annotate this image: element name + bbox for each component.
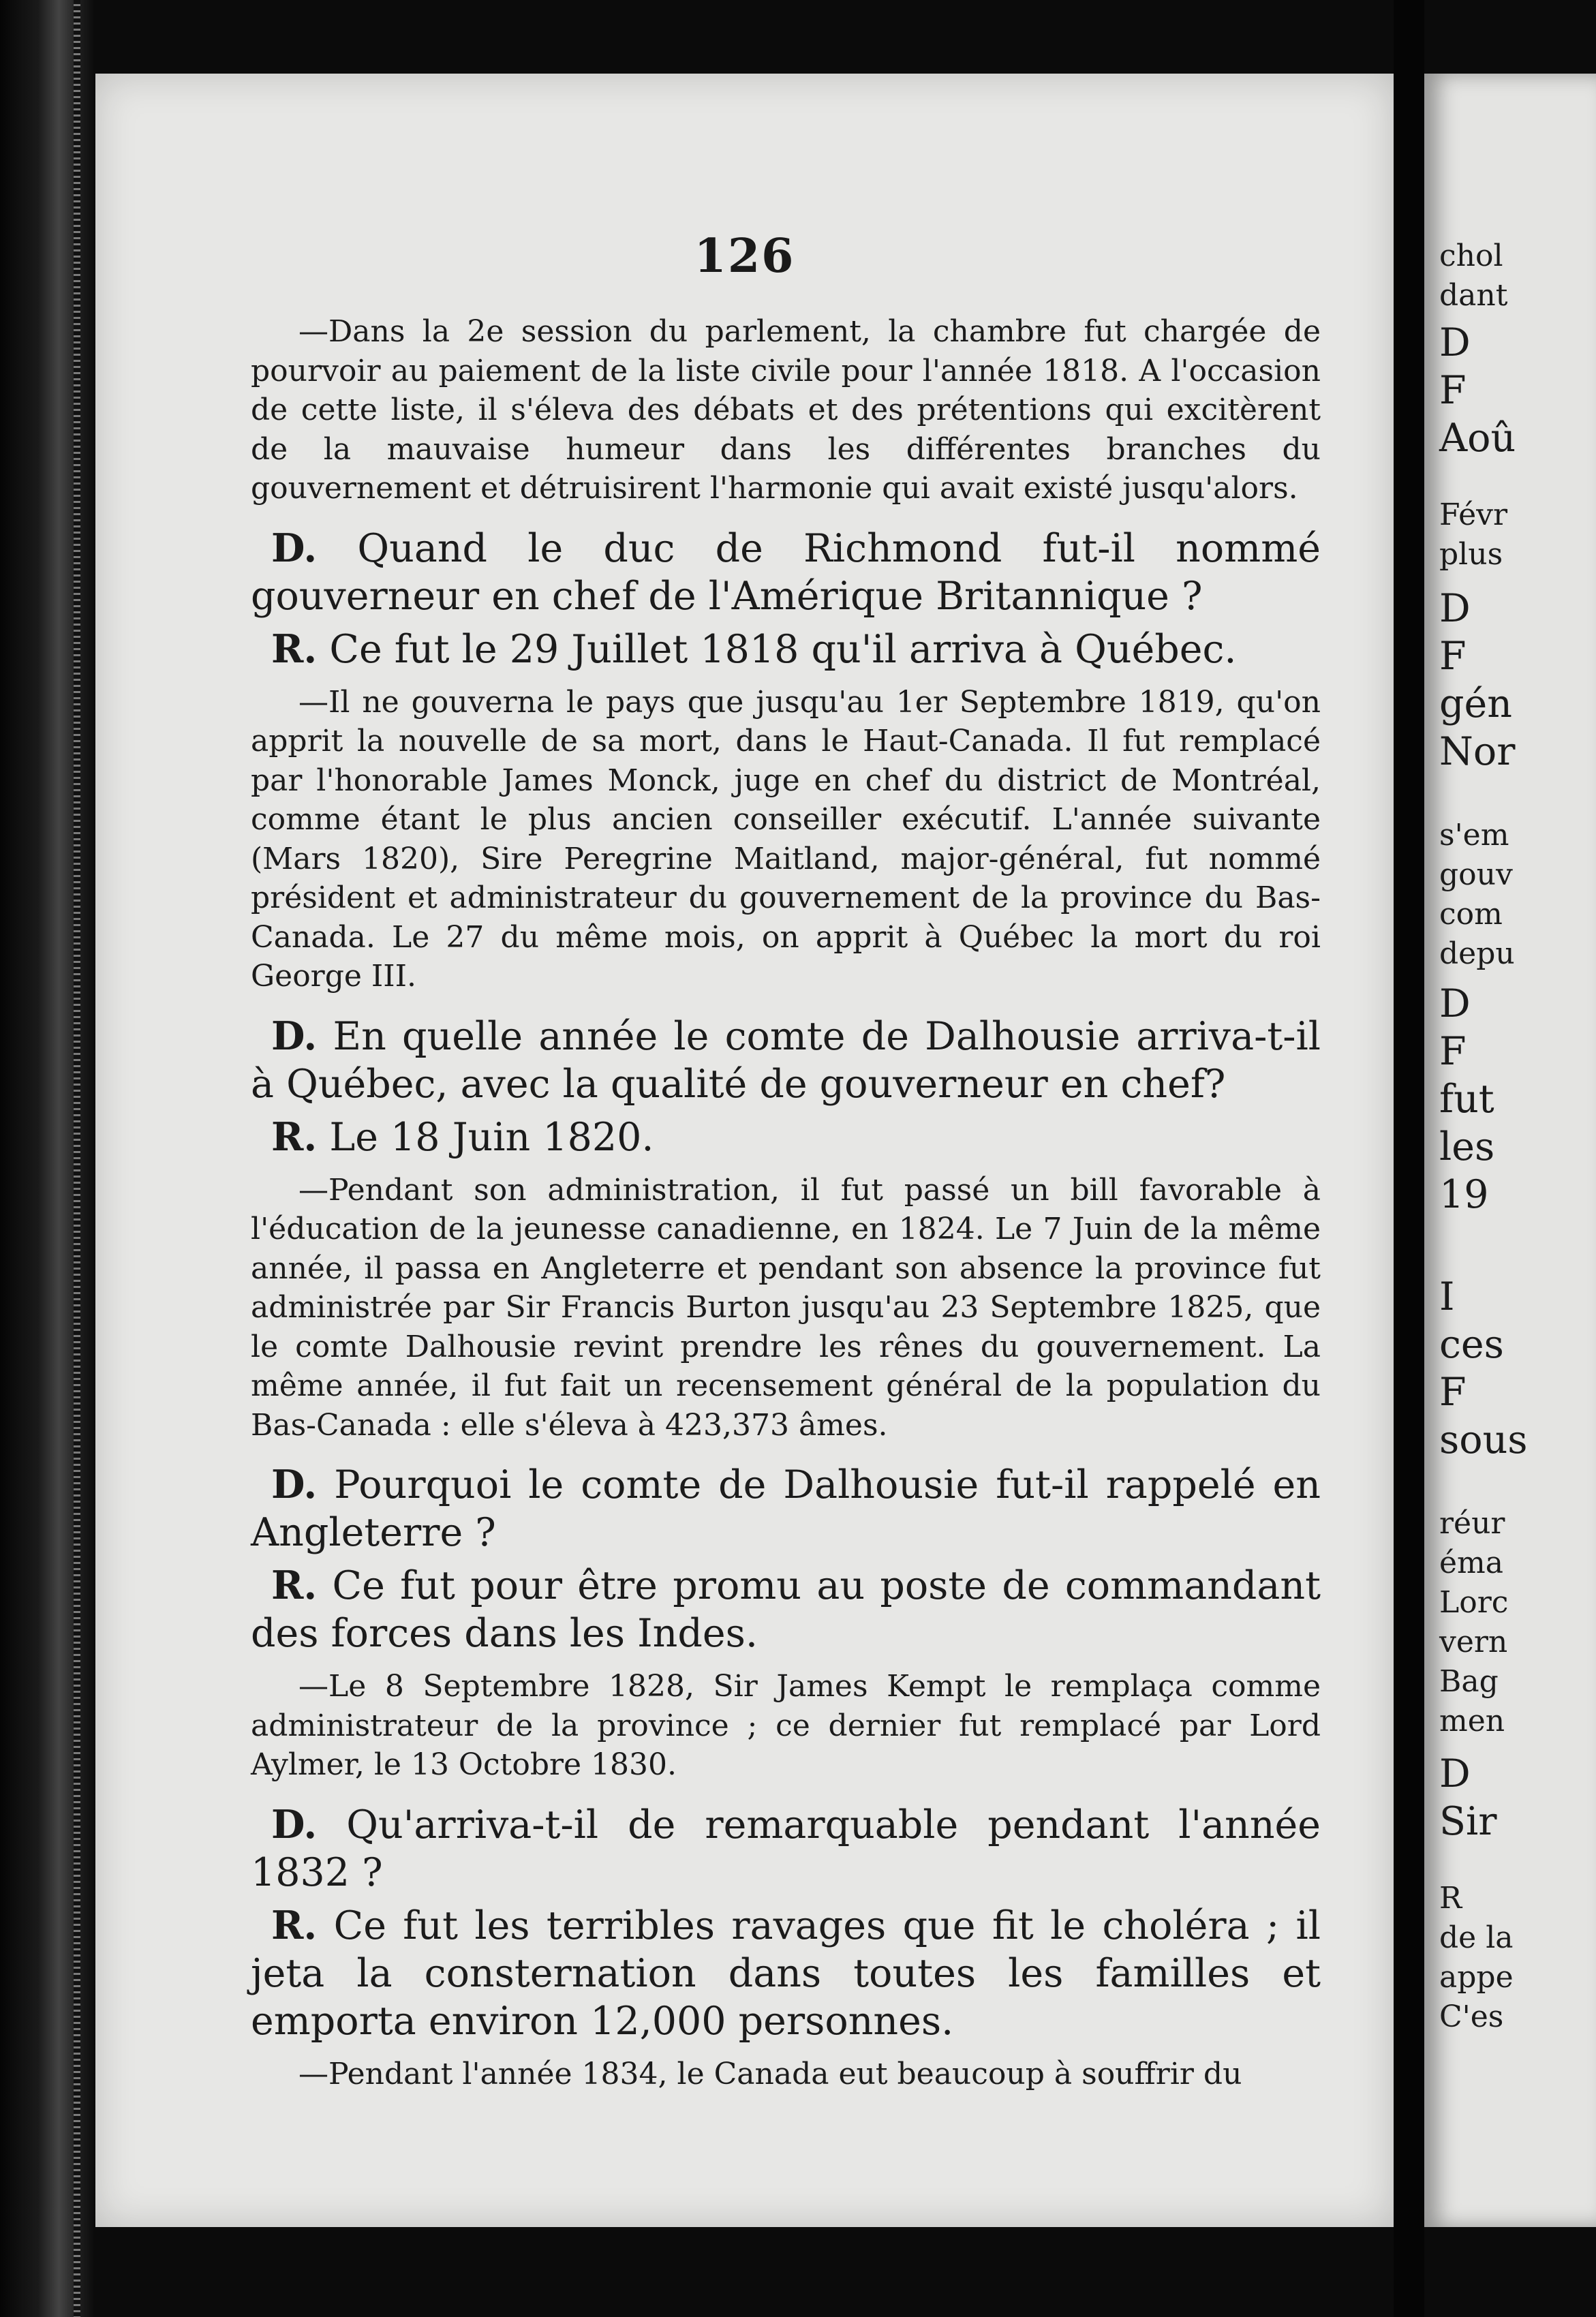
commentary-paragraph	[251, 1667, 1321, 1785]
question-marker: D.	[271, 1801, 318, 1847]
right-page-fragment: fut	[1439, 1077, 1494, 1122]
answer-text: Ce fut le 29 Juillet 1818 qu'il arriva à Québec.	[329, 626, 1237, 672]
right-page-fragment: Bag	[1439, 1664, 1499, 1699]
commentary-paragraph	[251, 2055, 1321, 2094]
answer-marker: R.	[271, 1902, 318, 1948]
right-page-fragment: appe	[1439, 1960, 1514, 1995]
right-page-fragment: s'em	[1439, 818, 1509, 853]
answer-text: Ce fut pour être promu au poste de commandant des forces dans les Indes.	[251, 1563, 1321, 1656]
question-text: Quand le duc de Richmond fut-il nommé gouverneur en chef de l'Amérique Britannique ?	[251, 525, 1321, 619]
book-binding	[0, 0, 95, 2317]
right-page-fragment: dant	[1439, 278, 1508, 313]
page-body	[251, 312, 1321, 2110]
answer-text: Ce fut les terribles ravages que fit le choléra ; il jeta la consternation dans toutes les familles et emporta environ 12,000 personnes.	[251, 1903, 1321, 2044]
commentary-paragraph	[251, 312, 1321, 508]
page-number: 126	[694, 229, 795, 283]
right-page-fragment: I	[1439, 1274, 1455, 1319]
right-page-partial	[1424, 74, 1596, 2227]
answer	[251, 1114, 1321, 1161]
right-page-fragment: gouv	[1439, 857, 1513, 892]
commentary-text: —Pendant son administration, il fut passé un bill favorable à l'éducation de la jeunesse canadienne, en 1824. Le 7 Juin de la même année, il passa en Angleterre et pendant son absence la province fut administrée par Sir Francis Burton jusqu'au 23 Septembre 1825, que le comte Dalhousie revint prendre les rênes du gouvernement. La même année, il fut fait un recensement général de la population du Bas-Canada : elle s'éleva à 423,373 âmes.	[251, 1172, 1321, 1443]
right-page-fragment: Févr	[1439, 497, 1508, 532]
right-page-fragment: C'es	[1439, 1999, 1504, 2034]
right-page-fragment: Nor	[1439, 729, 1516, 774]
commentary-text: —Dans la 2e session du parlement, la chambre fut chargée de pourvoir au paiement de la liste civile pour l'année 1818. A l'occasion de cette liste, il s'éleva des débats et des prétentions qui excitèrent de la mauvaise humeur dans les différentes branches du gouvernement et détruisirent l'harmonie qui avait existé jusqu'alors.	[251, 314, 1321, 506]
question-marker: D.	[271, 525, 318, 571]
question-text: Qu'arriva-t-il de remarquable pendant l'année 1832 ?	[251, 1802, 1321, 1895]
commentary-paragraph	[251, 1171, 1321, 1445]
answer	[251, 1562, 1321, 1657]
right-page-fragment: éma	[1439, 1546, 1503, 1580]
right-page-fragment: les	[1439, 1124, 1495, 1169]
right-page-fragment: chol	[1439, 239, 1503, 273]
page-gutter	[1394, 0, 1424, 2317]
answer-text: Le 18 Juin 1820.	[329, 1114, 654, 1160]
right-page-fragment: de la	[1439, 1920, 1514, 1955]
answer-marker: R.	[271, 1114, 318, 1160]
right-page-fragment: D	[1439, 320, 1471, 365]
question	[251, 1013, 1321, 1108]
question	[251, 525, 1321, 620]
left-page	[95, 74, 1394, 2227]
answer-marker: R.	[271, 1563, 318, 1608]
answer-marker: R.	[271, 626, 318, 672]
question-text: Pourquoi le comte de Dalhousie fut-il rappelé en Angleterre ?	[251, 1462, 1321, 1555]
right-page-fragment: gén	[1439, 681, 1512, 726]
right-page-fragment: vern	[1439, 1625, 1508, 1659]
right-page-fragment: F	[1439, 1029, 1467, 1074]
right-page-fragment: Aoû	[1439, 416, 1516, 461]
right-page-fragment: depu	[1439, 936, 1515, 971]
right-page-fragment: F	[1439, 368, 1467, 413]
commentary-paragraph	[251, 683, 1321, 996]
right-page-fragment: plus	[1439, 537, 1503, 572]
question-text: En quelle année le comte de Dalhousie arriva-t-il à Québec, avec la qualité de gouverneur en chef?	[251, 1013, 1321, 1107]
right-page-fragment: ces	[1439, 1322, 1504, 1367]
right-page-fragment: 19	[1439, 1172, 1489, 1217]
right-page-fragment: R	[1439, 1881, 1462, 1916]
right-page-fragment: Sir	[1439, 1799, 1497, 1844]
right-page-fragment: sous	[1439, 1417, 1528, 1462]
question-marker: D.	[271, 1013, 318, 1059]
right-page-fragment: F	[1439, 1370, 1467, 1415]
question	[251, 1461, 1321, 1556]
right-page-fragment: Lorc	[1439, 1585, 1509, 1620]
answer	[251, 626, 1321, 673]
commentary-text: —Le 8 Septembre 1828, Sir James Kempt le remplaça comme administrateur de la province ; ce dernier fut remplacé par Lord Aylmer, le 13 Octobre 1830.	[251, 1669, 1321, 1782]
question-marker: D.	[271, 1462, 318, 1507]
answer	[251, 1902, 1321, 2045]
right-page-fragment: réur	[1439, 1506, 1505, 1541]
right-page-fragment: D	[1439, 1751, 1471, 1796]
right-page-fragment: D	[1439, 586, 1471, 631]
question	[251, 1801, 1321, 1897]
right-page-fragment: D	[1439, 981, 1471, 1026]
right-page-fragment: com	[1439, 897, 1503, 932]
commentary-text: —Pendant l'année 1834, le Canada eut beaucoup à souffrir du	[298, 2056, 1242, 2091]
right-page-fragment: men	[1439, 1704, 1505, 1738]
commentary-text: —Il ne gouverna le pays que jusqu'au 1er Septembre 1819, qu'on apprit la nouvelle de sa mort, dans le Haut-Canada. Il fut remplacé par l'honorable James Monck, juge en chef du district de Montréal, comme étant le plus ancien conseiller exécutif. L'année suivante (Mars 1820), Sire Peregrine Maitland, major-général, fut nommé président et administrateur du gouvernement de la province du Bas-Canada. Le 27 du même mois, on apprit à Québec la mort du roi George III.	[251, 684, 1321, 994]
right-page-fragment: F	[1439, 634, 1467, 679]
